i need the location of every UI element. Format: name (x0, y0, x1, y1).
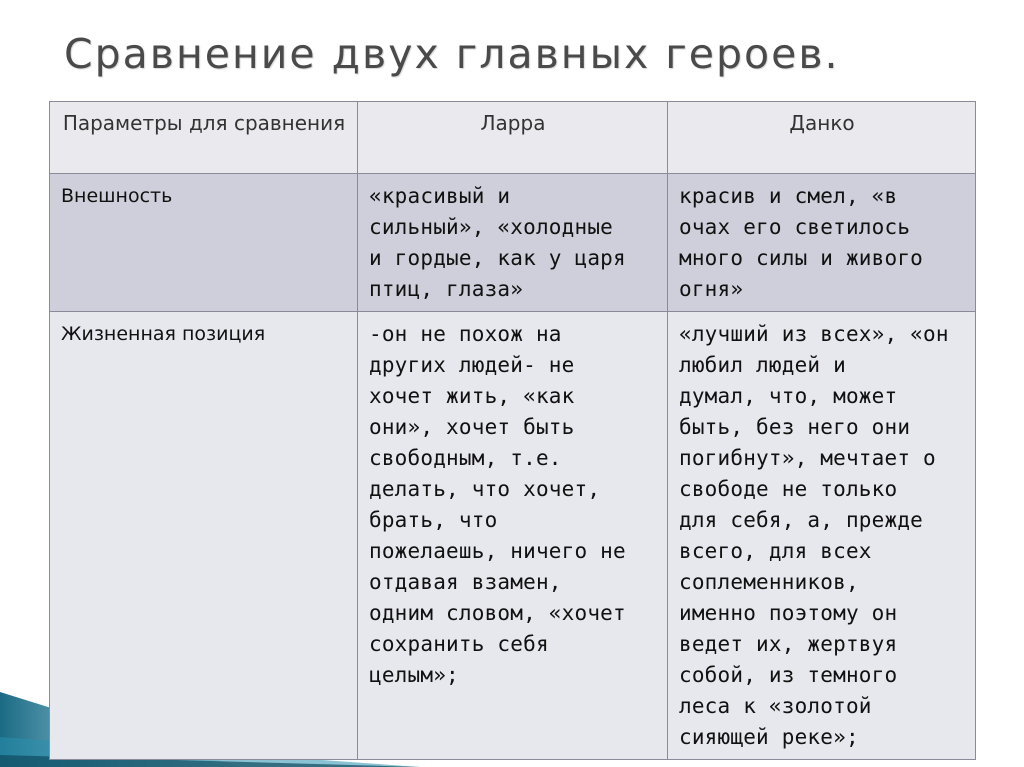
page-title: Сравнение двух главных героев. (64, 30, 840, 78)
table-header-row (50, 102, 976, 174)
cell-danko: красив и смел, «в очах его светилось много силы и живого огня» (668, 174, 976, 312)
table-row (50, 174, 976, 312)
header-larra: Ларра (358, 102, 668, 174)
cell-danko: «лучший из всех», «он любил людей и думал, что, может быть, без него они погибнут», мечтает о свободе не только для себя, а, прежде всего, для всех соплеменников, именно поэтому он ведет их, жертвуя собой, из темного леса к «золотой сияющей реке»; (668, 312, 976, 760)
cell-larra: -он не похож на других людей- не хочет жить, «как они», хочет быть свободным, т.е. делать, что хочет, брать, что пожелаешь, ничего не отдавая взамен, одним словом, «хочет сохранить себя целым»; (358, 312, 668, 760)
cell-param: Жизненная позиция (50, 312, 358, 760)
header-param: Параметры для сравнения (50, 102, 358, 174)
comparison-table (49, 101, 976, 760)
table-row (50, 312, 976, 760)
cell-param: Внешность (50, 174, 358, 312)
header-danko: Данко (668, 102, 976, 174)
cell-larra: «красивый и сильный», «холодные и гордые, как у царя птиц, глаза» (358, 174, 668, 312)
